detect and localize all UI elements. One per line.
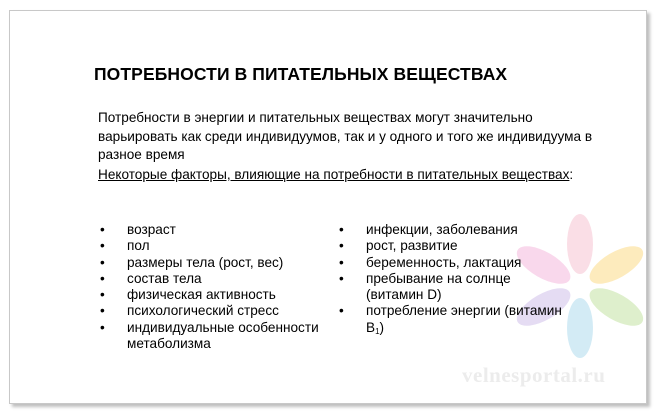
slide bbox=[9, 10, 647, 404]
list-item-text: потребление энергии (витамин B bbox=[366, 303, 562, 335]
factors-heading-colon: : bbox=[569, 167, 574, 182]
bullet-icon: • bbox=[100, 319, 105, 335]
list-item-text: индивидуальные особенности метаболизма bbox=[127, 319, 319, 352]
list-item bbox=[100, 222, 320, 238]
bullet-icon: • bbox=[339, 238, 344, 254]
bullet-icon: • bbox=[100, 238, 105, 254]
intro-paragraph: Потребности в энергии и питательных веществах могут значительно варьировать как среди индивидуумов, так и у одного и того же индивидуума в разное время bbox=[98, 110, 593, 162]
list-item bbox=[100, 320, 320, 353]
list-item-text: физическая активность bbox=[127, 287, 276, 303]
list-item-tail: ) bbox=[379, 319, 385, 335]
list-item bbox=[100, 271, 320, 287]
list-item bbox=[339, 255, 569, 271]
list-item bbox=[339, 271, 569, 304]
list-item-text: пребывание на солнце (витамин D) bbox=[366, 270, 511, 303]
bullet-icon: • bbox=[339, 254, 344, 270]
bullet-icon: • bbox=[100, 303, 105, 319]
list-item-text: беременность, лактация bbox=[366, 254, 522, 270]
factors-heading-label: Некоторые факторы, влияющие на потребности в питательных веществах bbox=[98, 167, 570, 182]
list-item bbox=[100, 255, 320, 271]
watermark-text: velnesportal.ru bbox=[462, 363, 606, 387]
list-item-text: размеры тела (рост, вес) bbox=[127, 254, 284, 270]
list-item bbox=[339, 222, 569, 238]
bullet-icon: • bbox=[339, 270, 344, 286]
bullet-icon: • bbox=[339, 303, 344, 319]
factors-list-right bbox=[339, 222, 569, 340]
factors-list-left bbox=[100, 222, 320, 352]
bullet-icon: • bbox=[100, 287, 105, 303]
vitamin-subscript: 1 bbox=[375, 326, 380, 336]
list-item-text: состав тела bbox=[127, 270, 202, 286]
factors-heading bbox=[98, 166, 598, 185]
list-item-text: пол bbox=[127, 238, 150, 254]
list-item-text: возраст bbox=[127, 222, 176, 237]
bullet-icon: • bbox=[100, 222, 105, 237]
bullet-icon: • bbox=[100, 270, 105, 286]
list-item bbox=[339, 238, 569, 254]
slide-title: ПОТРЕБНОСТИ В ПИТАТЕЛЬНЫХ ВЕЩЕСТВАХ bbox=[94, 64, 508, 84]
bullet-icon: • bbox=[100, 254, 105, 270]
list-item bbox=[100, 303, 320, 319]
list-item bbox=[100, 238, 320, 254]
list-item-text: психологический стресс bbox=[127, 303, 279, 319]
list-item-text: инфекции, заболевания bbox=[366, 222, 518, 237]
list-item-text: рост, развитие bbox=[366, 238, 458, 254]
list-item bbox=[100, 287, 320, 303]
list-item bbox=[339, 303, 569, 340]
bullet-icon: • bbox=[339, 222, 344, 237]
